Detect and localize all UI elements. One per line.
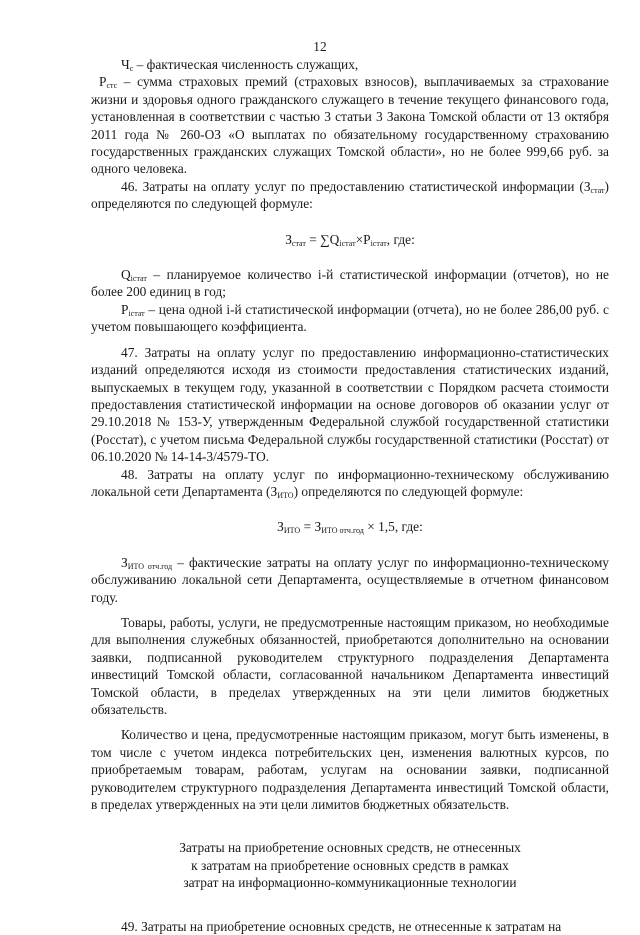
def-zito-year: $З_{ИТО отч.год}$ – фактические затраты на оплату услуг по информационно-техническому обслуживанию локальной сети Департамента, осуществляемые в отчетном финансовом году.	[91, 554, 610, 605]
document-body	[91, 56, 609, 935]
paragraph-48: 48. Затраты на оплату услуг по информационно-техническому обслуживанию локальной сети Департамента $(З_{ИТО})$ определяются по следующей формуле:	[91, 466, 609, 500]
heading-line: к затратам на приобретение основных средств в рамках	[191, 857, 509, 873]
paragraph-goods: Товары, работы, услуги, не предусмотренные настоящим приказом, но необходимые для выполнения служебных обязанностей, приобретаются дополнительно на основании заявки, подписанной руководителем структурного подразделения Департамента инвестиций Томской области, согласованной начальником Департамента инвестиций Томской области, в пределах утвержденных на эти цели лимитов бюджетных обязательств.	[91, 614, 609, 717]
page-number: 12	[313, 39, 327, 54]
paragraph-46: 46. Затраты на оплату услуг по предоставлению статистической информации $(З_{стат})$ определяются по следующей формуле:	[91, 178, 609, 212]
formula-ito: $З_{ИТО} = З_{ИТО отч.год} \times 1,5$, где:	[277, 519, 423, 536]
def-q-stat: $Q_{iстат}$ – планируемое количество i-й статистической информации (отчетов), но не более 200 единиц в год;	[91, 267, 609, 300]
def-rsts: $Р_{стс}$ – сумма страховых премий (страховых взносов), выплачиваемых за страхование жизни и здоровья одного гражданского служащего в течение текущего финансового года, установленная в соответствии с частью 3 статьи 3 Закона Томской области от 13 октября 2011 года № 260-ОЗ «О выплатах по обязательному государственному страхованию государственных гражданских служащих Томской области», но не более 999,66 руб. за одного человека.	[91, 74, 609, 177]
def-p-stat: $P_{iстат}$ – цена одной i-й статистической информации (отчета), но не более 286,00 руб. с учетом повышающего коэффициента.	[91, 301, 609, 335]
formula-stat: $З_{стат} = \sum Q_{iстат}\times P_{iстат}$, где:	[285, 231, 415, 248]
paragraph-quantity: Количество и цена, предусмотренные настоящим приказом, могут быть изменены, в том числе с учетом индекса потребительских цен, изменения валютных курсов, по приобретаемым товарам, работам, услугам на основании заявки, подписанной руководителем структурного подразделения Департамента инвестиций Томской области, в пределах утвержденных на эти цели лимитов бюджетных обязательств.	[91, 727, 609, 813]
def-chs: $Ч_с$ – фактическая численность служащих,	[121, 57, 359, 73]
heading-line: затрат на информационно-коммуникационные технологии	[183, 875, 517, 891]
paragraph-47: 47. Затраты на оплату услуг по предоставлению информационно-статистических изданий определяются исходя из стоимости предоставления статистических изданий, выпускаемых в текущем году, указанной в соответствии с Порядком расчета стоимости предоставления статистической информации на основе договоров об оказании услуг от 29.10.2018 № 153-У, утвержденным Федеральной службой государственной статистики (Росстат), с учетом письма Федеральной службы государственной статистики (Росстат) от 06.10.2020 № 14-14-3/4579-ТО.	[91, 344, 609, 465]
section-heading	[91, 839, 609, 891]
paragraph-49: 49. Затраты на приобретение основных средств, не отнесенные к затратам на	[121, 918, 562, 934]
heading-line: Затраты на приобретение основных средств, не отнесенных	[179, 840, 521, 856]
